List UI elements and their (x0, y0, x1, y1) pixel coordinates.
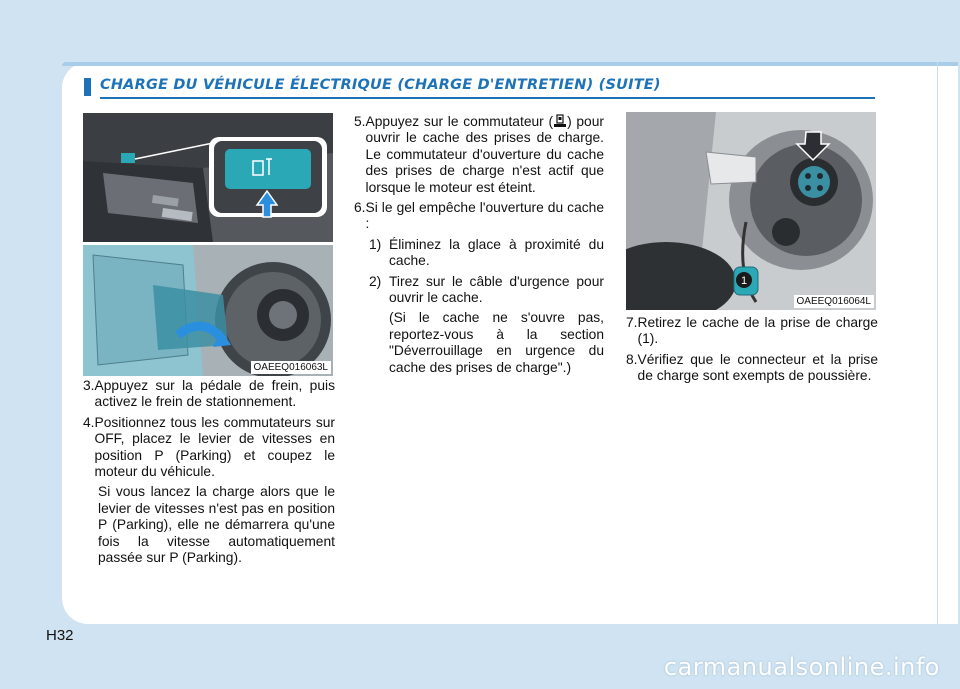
substep-2-text: Tirez sur le câble d'urgence pour ouvrir le cache. (389, 273, 604, 306)
step-7-text: Retirez le cache de la prise de charge (1). (637, 315, 878, 347)
step-7 (626, 315, 878, 348)
step-5-text-after: ) pour ouvrir le cache des prises de charge. Le commutateur d'ouverture du cache des prises de charge n'est actif que lorsque le moteur est éteint. (365, 114, 604, 195)
watermark: carmanualsonline.info (663, 653, 940, 681)
step-3-text: Appuyez sur la pédale de frein, puis activez le frein de stationnement. (94, 378, 335, 410)
step-3-number: 3. (83, 378, 95, 393)
column-2-text (354, 114, 604, 376)
step-8-number: 8. (626, 351, 638, 367)
step-5-text (366, 114, 604, 196)
header-accent-bar (84, 78, 91, 96)
step-6-text: Si le gel empêche l'ouverture du cache : (365, 200, 604, 232)
step-4-number: 4. (83, 414, 95, 430)
substep-2-number: 2) (369, 273, 382, 289)
step-8 (626, 352, 878, 385)
column-3-text (626, 315, 878, 389)
dashboard-switch-image (83, 113, 333, 242)
page-number: H32 (46, 627, 74, 644)
callout-number: 1 (740, 275, 748, 287)
header-underline (100, 97, 875, 99)
image-code-right: OAEEQ016064L (794, 295, 875, 308)
charge-port-image (626, 112, 876, 310)
substep-1-text: Éliminez la glace à proximité du cache. (389, 236, 604, 269)
substep-1-number: 1) (369, 236, 382, 252)
panel-top-border (62, 62, 958, 66)
step-5 (354, 114, 604, 196)
charge-door-open-image (83, 245, 333, 376)
charge-door-switch-icon (553, 114, 567, 128)
column-1-text (83, 378, 335, 570)
section-title: CHARGE DU VÉHICULE ÉLECTRIQUE (CHARGE D'ENTRETIEN) (SUITE) (100, 77, 661, 93)
step-4-note: Si vous lancez la charge alors que le levier de vitesses n'est pas en position P (Parking), elle ne démarrera qu'une fois la vitesse automatiquement passée sur P (Parking). (98, 484, 335, 566)
step-6-number: 6. (354, 200, 366, 216)
step-5-text-before: Appuyez sur le commutateur ( (365, 114, 554, 129)
step-5-number: 5. (354, 114, 366, 129)
step-3 (83, 378, 335, 411)
step-8-text: Vérifiez que le connecteur et la prise de charge sont exempts de poussière. (637, 351, 878, 384)
substep-2 (354, 274, 604, 307)
section-header (84, 77, 874, 97)
substep-note: (Si le cache ne s'ouvre pas, reportez-vous à la section "Déverrouillage en urgence du cache des prises de charge".) (389, 310, 604, 375)
step-4 (83, 415, 335, 481)
right-margin-line (937, 62, 938, 624)
substep-1 (354, 237, 604, 270)
step-6 (354, 200, 604, 233)
step-7-number: 7. (626, 315, 638, 330)
step-4-text: Positionnez tous les commutateurs sur OFF, placez le levier de vitesses en position P (Parking) et coupez le moteur du véhicule. (94, 414, 335, 480)
image-code-left: OAEEQ016063L (251, 361, 332, 374)
